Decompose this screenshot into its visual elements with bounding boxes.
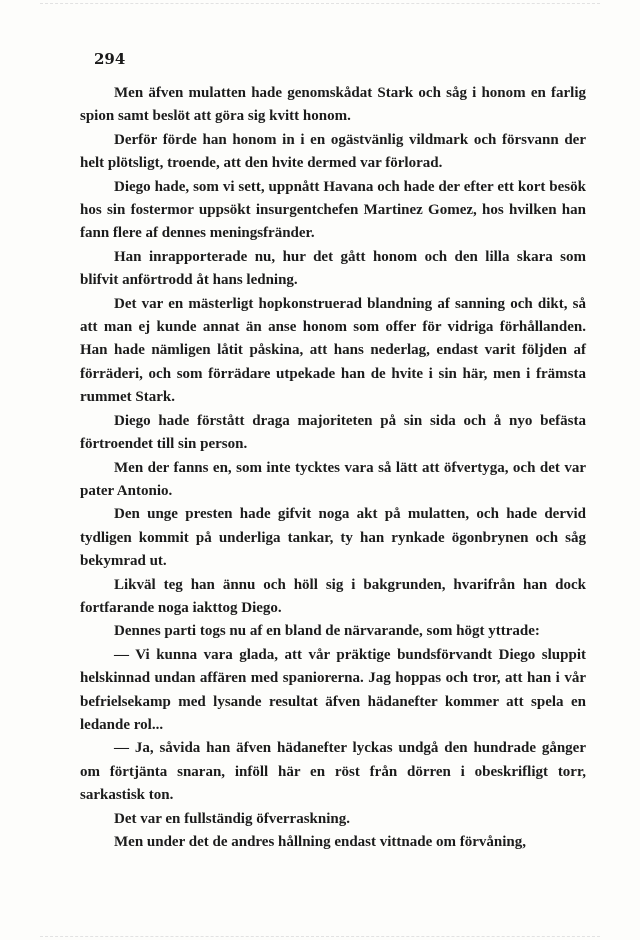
- paragraph-2: Derför förde han honom in i en ogästvänlig vildmark och försvann der helt plötsligt, troende, att den hvite dermed var förlorad.: [80, 131, 586, 172]
- paragraph-10: Dennes parti togs nu af en bland de närvarande, som högt yttrade:: [114, 623, 540, 640]
- paragraph-6: Diego hade förstått draga majoriteten på sin sida och å nyo befästa förtroendet till sin person.: [80, 412, 586, 453]
- scan-edge-top: [40, 3, 600, 5]
- paragraph-8: Den unge presten hade gifvit noga akt på mulatten, och hade dervid tydligen kommit på underliga tankar, ty han rynkade ögonbrynen och såg bekymrad ut.: [80, 506, 586, 570]
- scan-edge-bottom: [40, 936, 600, 938]
- page-number: 294: [94, 50, 126, 68]
- paragraph-12: — Ja, såvida han äfven hädanefter lyckas undgå den hundrade gånger om förtjänta snaran, inföll här en röst från dörren i obeskrifligt torr, sarkastisk ton.: [80, 740, 586, 804]
- paragraph-1: Men äfven mulatten hade genomskådat Stark och såg i honom en farlig spion samt beslöt att göra sig kvitt honom.: [80, 85, 586, 125]
- paragraph-9: Likväl teg han ännu och höll sig i bakgrunden, hvarifrån han dock fortfarande noga iakttog Diego.: [80, 576, 586, 616]
- paragraph-13: Det var en fullständig öfverraskning.: [114, 810, 350, 827]
- page-text: [80, 82, 586, 854]
- paragraph-3: Diego hade, som vi sett, uppnått Havana och hade der efter ett kort besök hos sin fostermor uppsökt insurgentchefen Martinez Gomez, hos hvilken han fann flere af dennes meningsfränder.: [80, 178, 586, 242]
- paragraph-7: Men der fanns en, som inte tycktes vara så lätt att öfvertyga, och det var pater Antonio.: [80, 459, 586, 499]
- paragraph-5: Det var en mästerligt hopkonstruerad blandning af sanning och dikt, så att man ej kunde annat än anse honom som offer för vidriga förhållanden. Han hade nämligen låtit påskina, att hans nederlag, endast varit följden af förräderi, och som förrädare utpekade han de hvite i sin här, men i främsta rummet Stark.: [80, 295, 586, 406]
- paragraph-14: Men under det de andres hållning endast vittnade om förvåning,: [114, 834, 526, 850]
- paragraph-4: Han inrapporterade nu, hur det gått honom och den lilla skara som blifvit anförtrodd åt hans ledning.: [80, 248, 586, 289]
- paragraph-11: — Vi kunna vara glada, att vår präktige bundsförvandt Diego sluppit helskinnad undan affären med spaniorerna. Jag hoppas och tror, att han i vår befrielsekamp med lysande resultat äfven hädanefter kommer att spela en ledande rol...: [80, 646, 586, 733]
